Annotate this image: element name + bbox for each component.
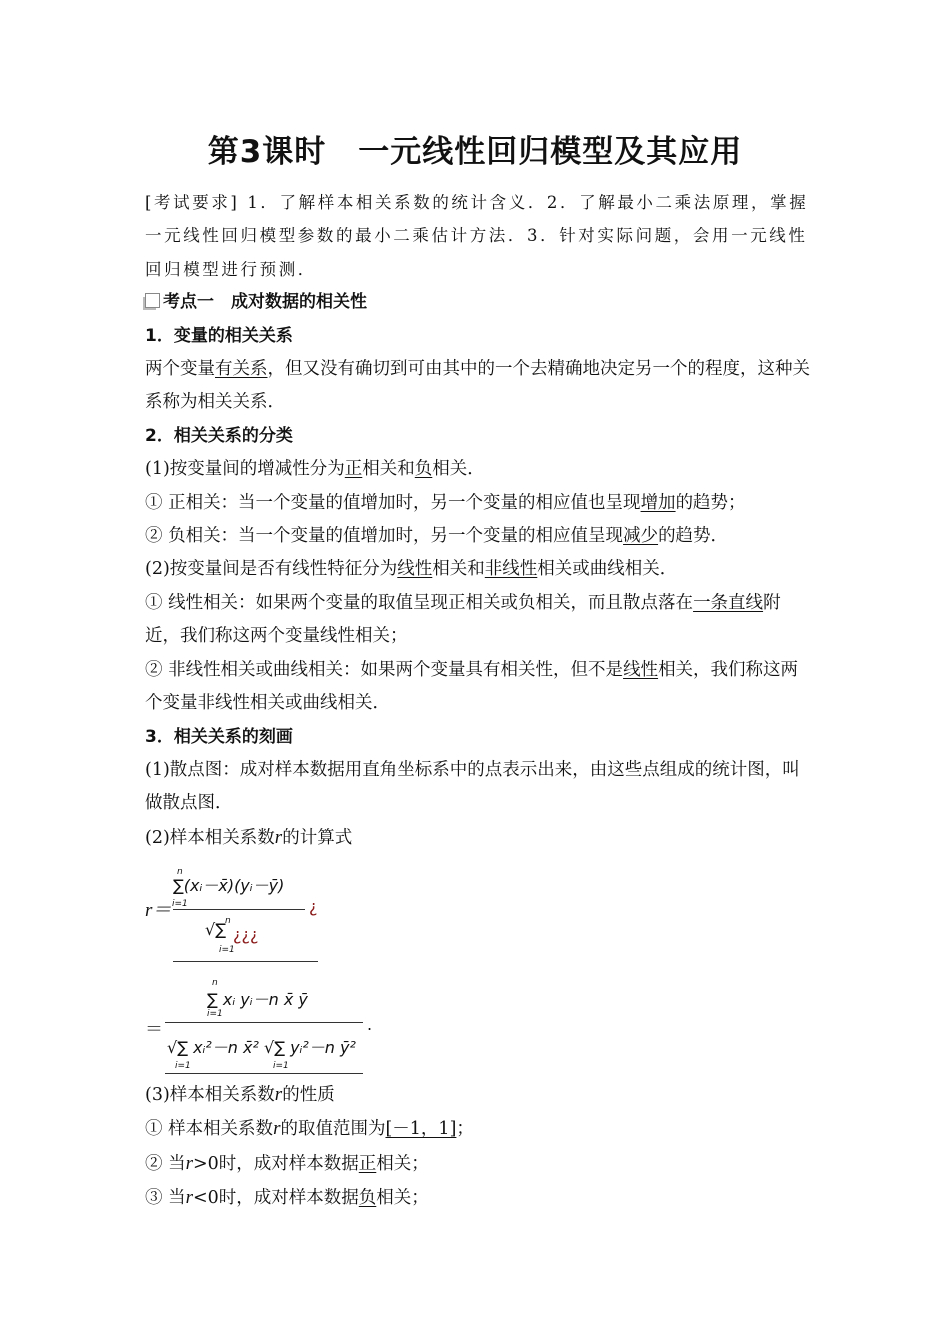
sum-upper-limit: n (212, 978, 218, 988)
paragraph (145, 587, 810, 654)
math-variable: r (274, 826, 283, 848)
text: 3．相关关系的刻画 (145, 726, 293, 747)
answer-blank: 线性 (397, 559, 433, 580)
text: 相关． (432, 459, 485, 480)
sum-lower-limit: i=1 (207, 1009, 223, 1019)
sum-upper-limit: n (177, 867, 183, 877)
text: ，但又没有确切到可由其中的一个去精确地决定另一个的程度，这种关系称为相关关系． (145, 359, 810, 413)
math-variable: r (185, 1152, 193, 1174)
paragraph (145, 1112, 810, 1146)
paragraph (145, 520, 810, 553)
fraction-bar (173, 961, 318, 962)
answer-blank: 增加 (640, 492, 676, 513)
text: ① 正相关：当一个变量的值增加时，另一个变量的相应值也呈现 (145, 492, 641, 513)
text: <0时，成对样本数据 (192, 1188, 359, 1209)
answer-blank: 有关系 (215, 359, 268, 380)
text: ② 负相关：当一个变量的值增加时，另一个变量的相应值呈现 (145, 526, 624, 547)
paragraph (145, 453, 810, 486)
answer-blank: 正 (358, 1153, 377, 1174)
sum-lower-limit: i=1 (172, 899, 188, 909)
text: 相关和 (432, 559, 485, 580)
sum-lower-limit: i=1 (219, 945, 235, 955)
formula-glitch-2: ¿¿¿ (233, 925, 259, 944)
text: 附近，我们称这两个变量线性相关； (145, 592, 781, 647)
answer-blank: 非线性 (484, 559, 538, 580)
answer-blank: 负 (414, 459, 433, 480)
text: >0时，成对样本数据 (192, 1153, 359, 1174)
sum-lower-limit: i=1 (175, 1061, 191, 1071)
text: ② 非线性相关或曲线相关：如果两个变量具有相关性，但不是 (145, 659, 624, 680)
text: 考点一 成对数据的相关性 (163, 292, 367, 313)
paragraph (145, 186, 810, 286)
math-variable: r (273, 1118, 281, 1140)
section-body (145, 186, 810, 855)
answer-blank: [－1，1] (385, 1119, 457, 1140)
answer-blank: 正 (344, 459, 363, 480)
text: (2)样本相关系数 (145, 827, 275, 848)
text: 相关； (376, 1188, 429, 1209)
section-icon (145, 293, 160, 308)
text: ① 线性相关：如果两个变量的取值呈现正相关或负相关，而且散点落在 (145, 592, 694, 613)
text: 的计算式 (282, 827, 353, 848)
formula-denominator-2: √∑ xᵢ²－n x̄² √∑ yᵢ²－n ȳ² (167, 1038, 356, 1057)
text: 2．相关关系的分类 (145, 425, 293, 446)
text: 的性质 (282, 1085, 335, 1105)
text: 相关或曲线相关． (537, 559, 678, 580)
text: 两个变量 (145, 359, 215, 380)
text: [考试要求] 1．了解样本相关系数的统计含义．2．了解最小二乘法原理，掌握一元线性回归模型参数的最小二乘估计方法．3．针对实际问题，会用一元线性回归模型进行预测． (145, 193, 809, 279)
answer-blank: 一条直线 (693, 592, 764, 613)
fraction-bar (173, 909, 305, 910)
formula-period: . (367, 1015, 373, 1034)
paragraph (145, 754, 810, 821)
answer-blank: 线性 (623, 659, 659, 680)
text: 的取值范围为 (280, 1119, 386, 1140)
section-heading (145, 320, 810, 353)
text: 相关； (376, 1153, 429, 1174)
text: ； (456, 1119, 474, 1140)
paragraph (145, 654, 810, 721)
formula-numerator-2: ∑ xᵢ yᵢ－n x̄ ȳ (207, 990, 308, 1009)
formula-numerator-1: ∑(xᵢ－x̄)(yᵢ－ȳ) (173, 876, 285, 895)
paragraph (145, 1147, 810, 1181)
math-variable: r (274, 1084, 283, 1105)
formula-equals: ＝ (145, 1019, 163, 1040)
text: 相关和 (362, 459, 415, 480)
formula-r: r＝ (145, 900, 172, 921)
text: 的趋势； (675, 492, 746, 513)
section-body-2 (145, 1078, 810, 1216)
text: (1)按变量间的增减性分为 (145, 459, 345, 480)
text: (2)按变量间是否有线性特征分为 (145, 559, 398, 580)
text: ② 当 (145, 1153, 186, 1174)
math-variable: r (185, 1187, 193, 1209)
paragraph (145, 353, 810, 420)
answer-blank: 减少 (623, 526, 659, 547)
section-heading (145, 420, 810, 453)
answer-blank: 负 (358, 1188, 377, 1209)
text: 1．变量的相关关系 (145, 325, 293, 346)
text: 相关，我们称这两个变量非线性相关或曲线相关． (145, 659, 799, 714)
text: ③ 当 (145, 1188, 186, 1209)
text: (1)散点图：成对样本数据用直角坐标系中的点表示出来，由这些点组成的统计图，叫做散点图． (145, 759, 800, 814)
page-title: 第3课时 一元线性回归模型及其应用 (207, 134, 743, 170)
section-heading (145, 286, 810, 319)
paragraph (145, 553, 810, 586)
paragraph (145, 1181, 810, 1215)
formula-glitch: ¿ (309, 897, 318, 916)
text: (3)样本相关系数 (145, 1085, 275, 1105)
fraction-bar (165, 1022, 363, 1023)
sum-upper-limit: n (225, 916, 231, 926)
paragraph (145, 487, 810, 520)
formula-denominator-1: √∑ (205, 920, 226, 939)
text: ① 样本相关系数 (145, 1119, 274, 1140)
sum-lower-limit: i=1 (273, 1061, 289, 1071)
paragraph (145, 1078, 810, 1112)
section-heading (145, 721, 810, 754)
paragraph (145, 821, 810, 855)
text: 的趋势． (658, 526, 729, 547)
fraction-bar (165, 1073, 363, 1074)
